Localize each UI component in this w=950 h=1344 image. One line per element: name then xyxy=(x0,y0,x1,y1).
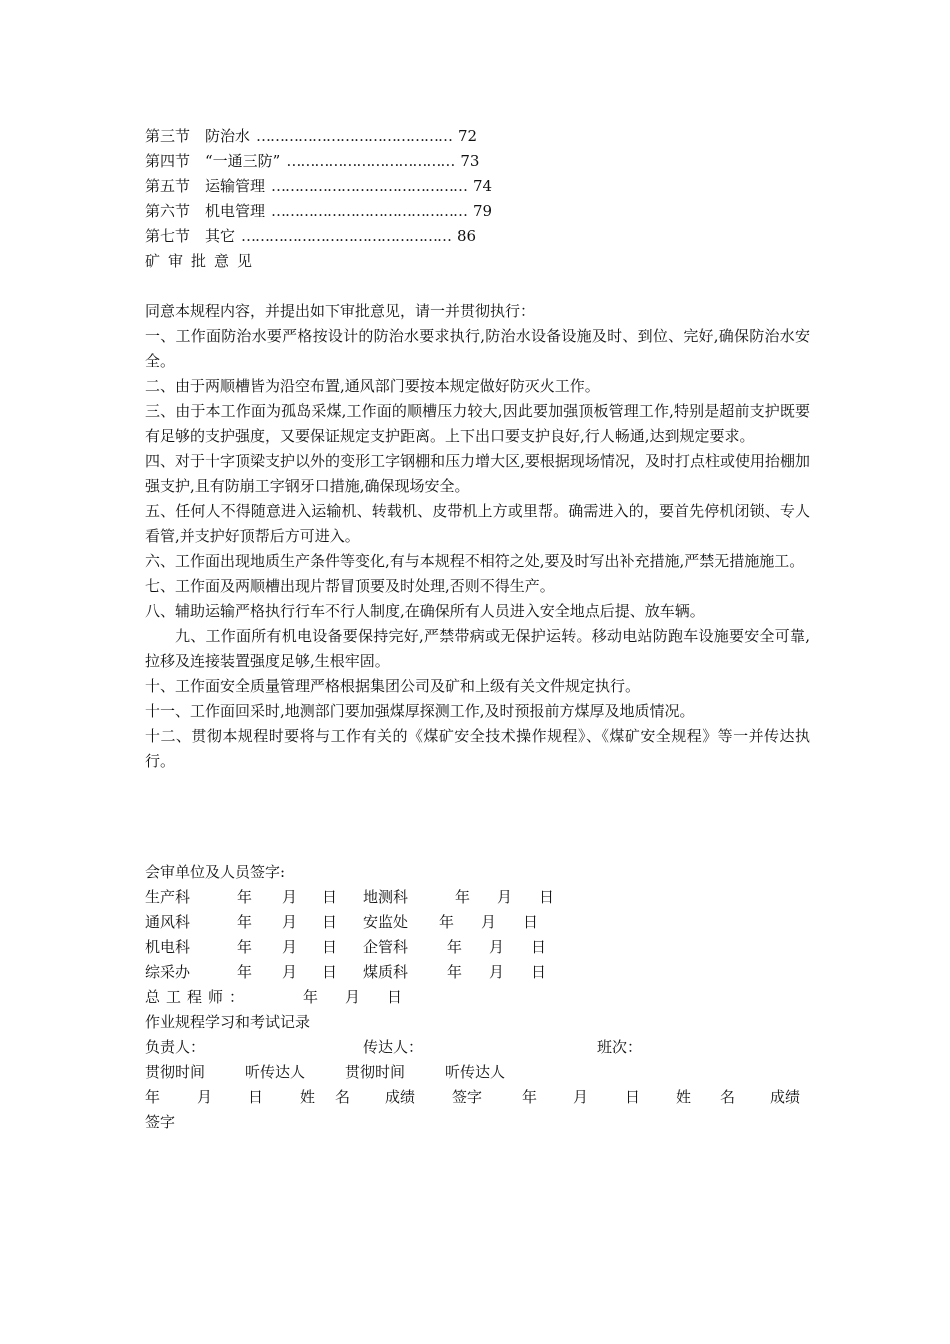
toc-title: 第五节 运输管理 xyxy=(145,177,266,195)
toc-page-number: 72 xyxy=(458,127,478,145)
toc-leader: ……………………………… xyxy=(286,152,455,170)
month-label: 月 xyxy=(489,938,505,956)
department-name: 通风科 xyxy=(145,913,191,931)
month-label: 月 xyxy=(282,938,298,956)
toc-title: 第七节 其它 xyxy=(145,227,236,245)
day-label: 日 xyxy=(523,913,539,931)
month-label: 月 xyxy=(282,888,298,906)
conveyor-label: 传达人： xyxy=(363,1038,424,1056)
record-column: 姓 xyxy=(300,1088,316,1106)
toc-entry xyxy=(145,174,810,199)
approval-intro: 同意本规程内容，并提出如下审批意见，请一并贯彻执行： xyxy=(145,302,536,320)
chief-engineer-label: 总工程师： xyxy=(145,988,251,1006)
chief-engineer-row xyxy=(145,985,810,1010)
month-label: 月 xyxy=(345,988,361,1006)
record-column: 名 xyxy=(335,1088,351,1106)
approval-item: 二、由于两顺槽皆为沿空布置,通风部门要按本规定做好防灭火工作。 xyxy=(145,377,600,395)
record-column: 姓 xyxy=(676,1088,692,1106)
record-header-cell: 听传达人 xyxy=(445,1063,506,1081)
day-label: 日 xyxy=(539,888,555,906)
record-column: 年 xyxy=(522,1088,538,1106)
toc-entry xyxy=(145,199,810,224)
department-name: 生产科 xyxy=(145,888,191,906)
department-name: 企管科 xyxy=(363,938,409,956)
day-label: 日 xyxy=(322,888,338,906)
signature-row xyxy=(145,935,810,960)
record-column: 成绩 xyxy=(385,1088,416,1106)
signature-row xyxy=(145,885,810,910)
approval-item: 八、辅助运输严格执行行车不行人制度,在确保所有人员进入安全地点后提、放车辆。 xyxy=(145,602,705,620)
record-column: 月 xyxy=(197,1088,213,1106)
year-label: 年 xyxy=(237,913,253,931)
day-label: 日 xyxy=(322,913,338,931)
month-label: 月 xyxy=(282,913,298,931)
toc-page-number: 74 xyxy=(473,177,493,195)
record-column: 名 xyxy=(720,1088,736,1106)
month-label: 月 xyxy=(481,913,497,931)
signature-row xyxy=(145,960,810,985)
record-column: 日 xyxy=(248,1088,264,1106)
approval-item: 七、工作面及两顺槽出现片帮冒顶要及时处理,否则不得生产。 xyxy=(145,577,555,595)
record-header-row xyxy=(145,1060,810,1085)
year-label: 年 xyxy=(455,888,471,906)
department-name: 地测科 xyxy=(363,888,409,906)
record-column: 成绩 xyxy=(770,1088,801,1106)
toc-entry xyxy=(145,149,810,174)
approval-item: 四、对于十字顶梁支护以外的变形工字钢棚和压力增大区,要根据现场情况，及时打点柱或使用抬棚加强支护,且有防崩工字钢牙口措施,确保现场安全。 xyxy=(145,452,810,495)
record-header-cell: 贯彻时间 xyxy=(345,1063,406,1081)
month-label: 月 xyxy=(282,963,298,981)
toc-title: 第六节 机电管理 xyxy=(145,202,266,220)
department-name: 安监处 xyxy=(363,913,409,931)
toc-page-number: 86 xyxy=(457,227,477,245)
toc-title: 第四节 “一通三防” xyxy=(145,152,281,170)
year-label: 年 xyxy=(439,913,455,931)
day-label: 日 xyxy=(531,938,547,956)
toc-entry xyxy=(145,124,810,149)
record-header-cell: 听传达人 xyxy=(245,1063,306,1081)
year-label: 年 xyxy=(447,938,463,956)
toc-page-number: 73 xyxy=(460,152,480,170)
signature-heading: 会审单位及人员签字: xyxy=(145,863,286,881)
month-label: 月 xyxy=(489,963,505,981)
toc-leader: …………………………………… xyxy=(271,202,468,220)
toc-leader: ……………………………………… xyxy=(241,227,452,245)
day-label: 日 xyxy=(322,963,338,981)
record-columns-row xyxy=(145,1085,810,1110)
responsible-label: 负责人： xyxy=(145,1038,206,1056)
table-of-contents xyxy=(145,124,810,249)
year-label: 年 xyxy=(237,963,253,981)
approval-item: 五、任何人不得随意进入运输机、转载机、皮带机上方或里帮。确需进入的，要首先停机闭锁、专人看管,并支护好顶帮后方可进入。 xyxy=(145,502,810,545)
approval-item: 六、工作面出现地质生产条件等变化,有与本规程不相符之处,要及时写出补充措施,严禁无措施施工。 xyxy=(145,552,805,570)
signature-row xyxy=(145,910,810,935)
record-column: 年 xyxy=(145,1088,161,1106)
toc-leader: …………………………………… xyxy=(256,127,453,145)
approval-item: 一、工作面防治水要严格按设计的防治水要求执行,防治水设备设施及时、到位、完好,确保防治水安全。 xyxy=(145,327,810,370)
record-header-cell: 贯彻时间 xyxy=(145,1063,206,1081)
department-name: 煤质科 xyxy=(363,963,409,981)
approval-item: 九、工作面所有机电设备要保持完好,严禁带病或无保护运转。移动电站防跑车设施要安全可靠,拉移及连接装置强度足够,生根牢固。 xyxy=(145,627,810,670)
approval-item: 三、由于本工作面为孤岛采煤,工作面的顺槽压力较大,因此要加强顶板管理工作,特别是超前支护既要有足够的支护强度，又要保证规定支护距离。上下出口要支护良好,行人畅通,达到规定要求。 xyxy=(145,402,810,445)
toc-entry xyxy=(145,224,810,249)
record-column-last: 签字 xyxy=(145,1113,176,1131)
toc-title: 第三节 防治水 xyxy=(145,127,251,145)
year-label: 年 xyxy=(237,938,253,956)
record-column: 月 xyxy=(573,1088,589,1106)
day-label: 日 xyxy=(531,963,547,981)
approval-item: 十二、贯彻本规程时要将与工作有关的《煤矿安全技术操作规程》、《煤矿安全规程》等一并传达执行。 xyxy=(145,727,810,770)
study-record-title: 作业规程学习和考试记录 xyxy=(145,1013,311,1031)
approval-item: 十一、工作面回采时,地测部门要加强煤厚探测工作,及时预报前方煤厚及地质情况。 xyxy=(145,702,695,720)
document-page xyxy=(145,124,810,1135)
month-label: 月 xyxy=(497,888,513,906)
department-name: 机电科 xyxy=(145,938,191,956)
toc-leader: …………………………………… xyxy=(271,177,468,195)
shift-label: 班次： xyxy=(597,1038,643,1056)
record-fields-row xyxy=(145,1035,810,1060)
year-label: 年 xyxy=(303,988,319,1006)
approval-item: 十、工作面安全质量管理严格根据集团公司及矿和上级有关文件规定执行。 xyxy=(145,677,641,695)
record-column: 日 xyxy=(625,1088,641,1106)
day-label: 日 xyxy=(322,938,338,956)
record-column: 签字 xyxy=(452,1088,483,1106)
toc-page-number: 79 xyxy=(473,202,493,220)
approval-heading: 矿审批意见 xyxy=(145,252,261,270)
day-label: 日 xyxy=(387,988,403,1006)
year-label: 年 xyxy=(237,888,253,906)
department-name: 综采办 xyxy=(145,963,191,981)
year-label: 年 xyxy=(447,963,463,981)
